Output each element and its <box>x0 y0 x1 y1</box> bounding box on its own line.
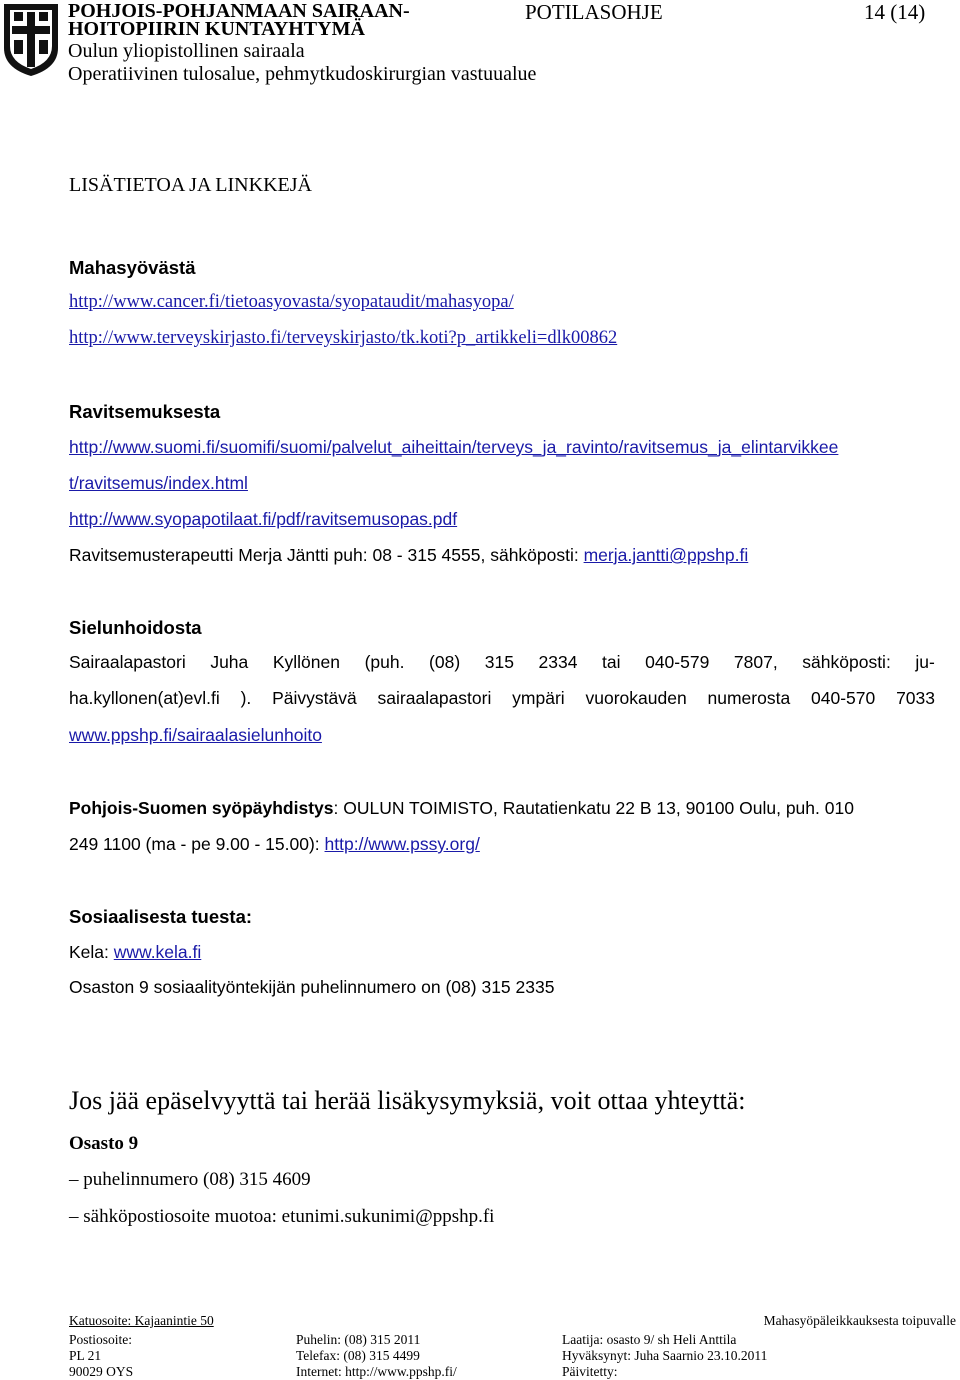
pastoral-word: 315 <box>484 652 514 672</box>
footer-visiting-address: Katuosoite: Kajaanintie 50 <box>69 1313 214 1328</box>
footer-po-box: PL 21 <box>69 1348 102 1363</box>
syopapotilaat-link[interactable]: http://www.syopapotilaat.fi/pdf/ravitsemusopas.pdf <box>69 509 458 529</box>
social-worker-phone: Osaston 9 sosiaalityöntekijän puhelinnumero on (08) 315 2335 <box>69 977 555 997</box>
pastoral-word: sähköposti: <box>802 652 891 672</box>
suomi-fi-link-line2[interactable]: t/ravitsemus/index.html <box>69 473 248 493</box>
ward-name: Osasto 9 <box>69 1133 139 1154</box>
contact-title: Jos jää epäselvyyttä tai herää lisäkysymyksiä, voit ottaa yhteyttä: <box>69 1086 746 1115</box>
pastoral-word: (08) <box>429 652 461 672</box>
terveyskirjasto-link[interactable]: http://www.terveyskirjasto.fi/terveyskirjasto/tk.koti?p_artikkeli=dlk00862 <box>69 328 618 348</box>
organization-name-line1: POHJOIS-POHJANMAAN SAIRAAN- <box>68 0 410 22</box>
footer-fax: Telefax: (08) 315 4499 <box>296 1348 420 1363</box>
pastoral-word: ju- <box>915 652 935 672</box>
pastoral-word: 7033 <box>896 688 935 708</box>
unit-name: Operatiivinen tulosalue, pehmytkudoskirurgian vastuualue <box>68 63 537 85</box>
pastoral-word: sairaalapastori <box>377 688 492 708</box>
document-type: POTILASOHJE <box>525 0 663 24</box>
pastoral-word: 7807, <box>733 652 778 672</box>
pastoral-word: vuorokauden <box>585 688 687 708</box>
ward-phone: – puhelinnumero (08) 315 4609 <box>69 1169 311 1190</box>
cancer-society-line2 <box>69 834 480 855</box>
page-number: 14 (14) <box>864 0 926 24</box>
pastoral-word: (puh. <box>364 652 405 672</box>
pastoral-word: ympäri <box>512 688 565 708</box>
nutrition-heading: Ravitsemuksesta <box>69 401 221 422</box>
cancer-society-line1 <box>69 798 854 819</box>
pastoral-word: 2334 <box>538 652 578 672</box>
pastoral-word: Kyllönen <box>272 652 340 672</box>
pastoral-care-line1 <box>69 652 935 673</box>
pastoral-word: Juha <box>210 652 249 672</box>
section-title: LISÄTIETOA JA LINKKEJÄ <box>69 174 312 196</box>
footer-author: Laatija: osasto 9/ sh Heli Anttila <box>562 1332 737 1347</box>
footer-zip-city: 90029 OYS <box>69 1364 134 1379</box>
pastoral-word: ). <box>240 688 252 708</box>
social-support-heading: Sosiaalisesta tuesta: <box>69 906 253 927</box>
kela-label: Kela: <box>69 942 114 962</box>
pastoral-word: 040-579 <box>645 652 710 672</box>
hospital-district-logo-icon <box>2 2 60 78</box>
nutrition-therapist-email-link[interactable]: merja.jantti@ppshp.fi <box>583 545 749 565</box>
kela-line <box>69 942 201 963</box>
ward-email-format: – sähköpostiosoite muotoa: etunimi.sukunimi@ppshp.fi <box>69 1206 495 1227</box>
footer-phone: Puhelin: (08) 315 2011 <box>296 1332 421 1347</box>
footer-document-name: Mahasyöpäleikkauksesta toipuvalle <box>763 1313 956 1328</box>
cancer-society-hours: 249 1100 (ma - pe 9.00 - 15.00): <box>69 834 325 854</box>
footer-updated: Päivitetty: <box>562 1364 618 1379</box>
pastoral-care-heading: Sielunhoidosta <box>69 617 202 638</box>
nutrition-therapist-text: Ravitsemusterapeutti Merja Jäntti puh: 08 - 315 4555, sähköposti: <box>69 545 584 565</box>
suomi-fi-link-line1[interactable]: http://www.suomi.fi/suomifi/suomi/palvelut_aiheittain/terveys_ja_ravinto/ravitsemus_ja_elintarvikkee <box>69 437 839 457</box>
pastoral-word: 040-570 <box>811 688 876 708</box>
nutrition-therapist-line <box>69 545 748 566</box>
cancer-society-address: : OULUN TOIMISTO, Rautatienkatu 22 B 13, 90100 Oulu, puh. 010 <box>333 798 854 818</box>
pssy-link[interactable]: http://www.pssy.org/ <box>324 834 480 854</box>
footer-internet: Internet: http://www.ppshp.fi/ <box>296 1364 457 1379</box>
pastoral-word: ha.kyllonen(at)evl.fi <box>69 688 220 708</box>
pastoral-care-link[interactable]: www.ppshp.fi/sairaalasielunhoito <box>69 725 322 745</box>
stomach-cancer-heading: Mahasyövästä <box>69 257 196 278</box>
organization-name-line2: HOITOPIIRIN KUNTAYHTYMÄ <box>68 18 365 40</box>
pastoral-word: tai <box>602 652 621 672</box>
kela-link[interactable]: www.kela.fi <box>113 942 202 962</box>
cancer-society-name: Pohjois-Suomen syöpäyhdistys <box>69 798 334 818</box>
cancer-fi-link[interactable]: http://www.cancer.fi/tietoasyovasta/syopataudit/mahasyopa/ <box>69 292 514 312</box>
pastoral-care-line2 <box>69 688 935 709</box>
pastoral-word: Päivystävä <box>272 688 357 708</box>
footer-approved: Hyväksynyt: Juha Saarnio 23.10.2011 <box>562 1348 768 1363</box>
hospital-name: Oulun yliopistollinen sairaala <box>68 40 305 62</box>
pastoral-word: Sairaalapastori <box>69 652 186 672</box>
footer-postal-label: Postiosoite: <box>69 1332 133 1347</box>
pastoral-word: numerosta <box>707 688 791 708</box>
